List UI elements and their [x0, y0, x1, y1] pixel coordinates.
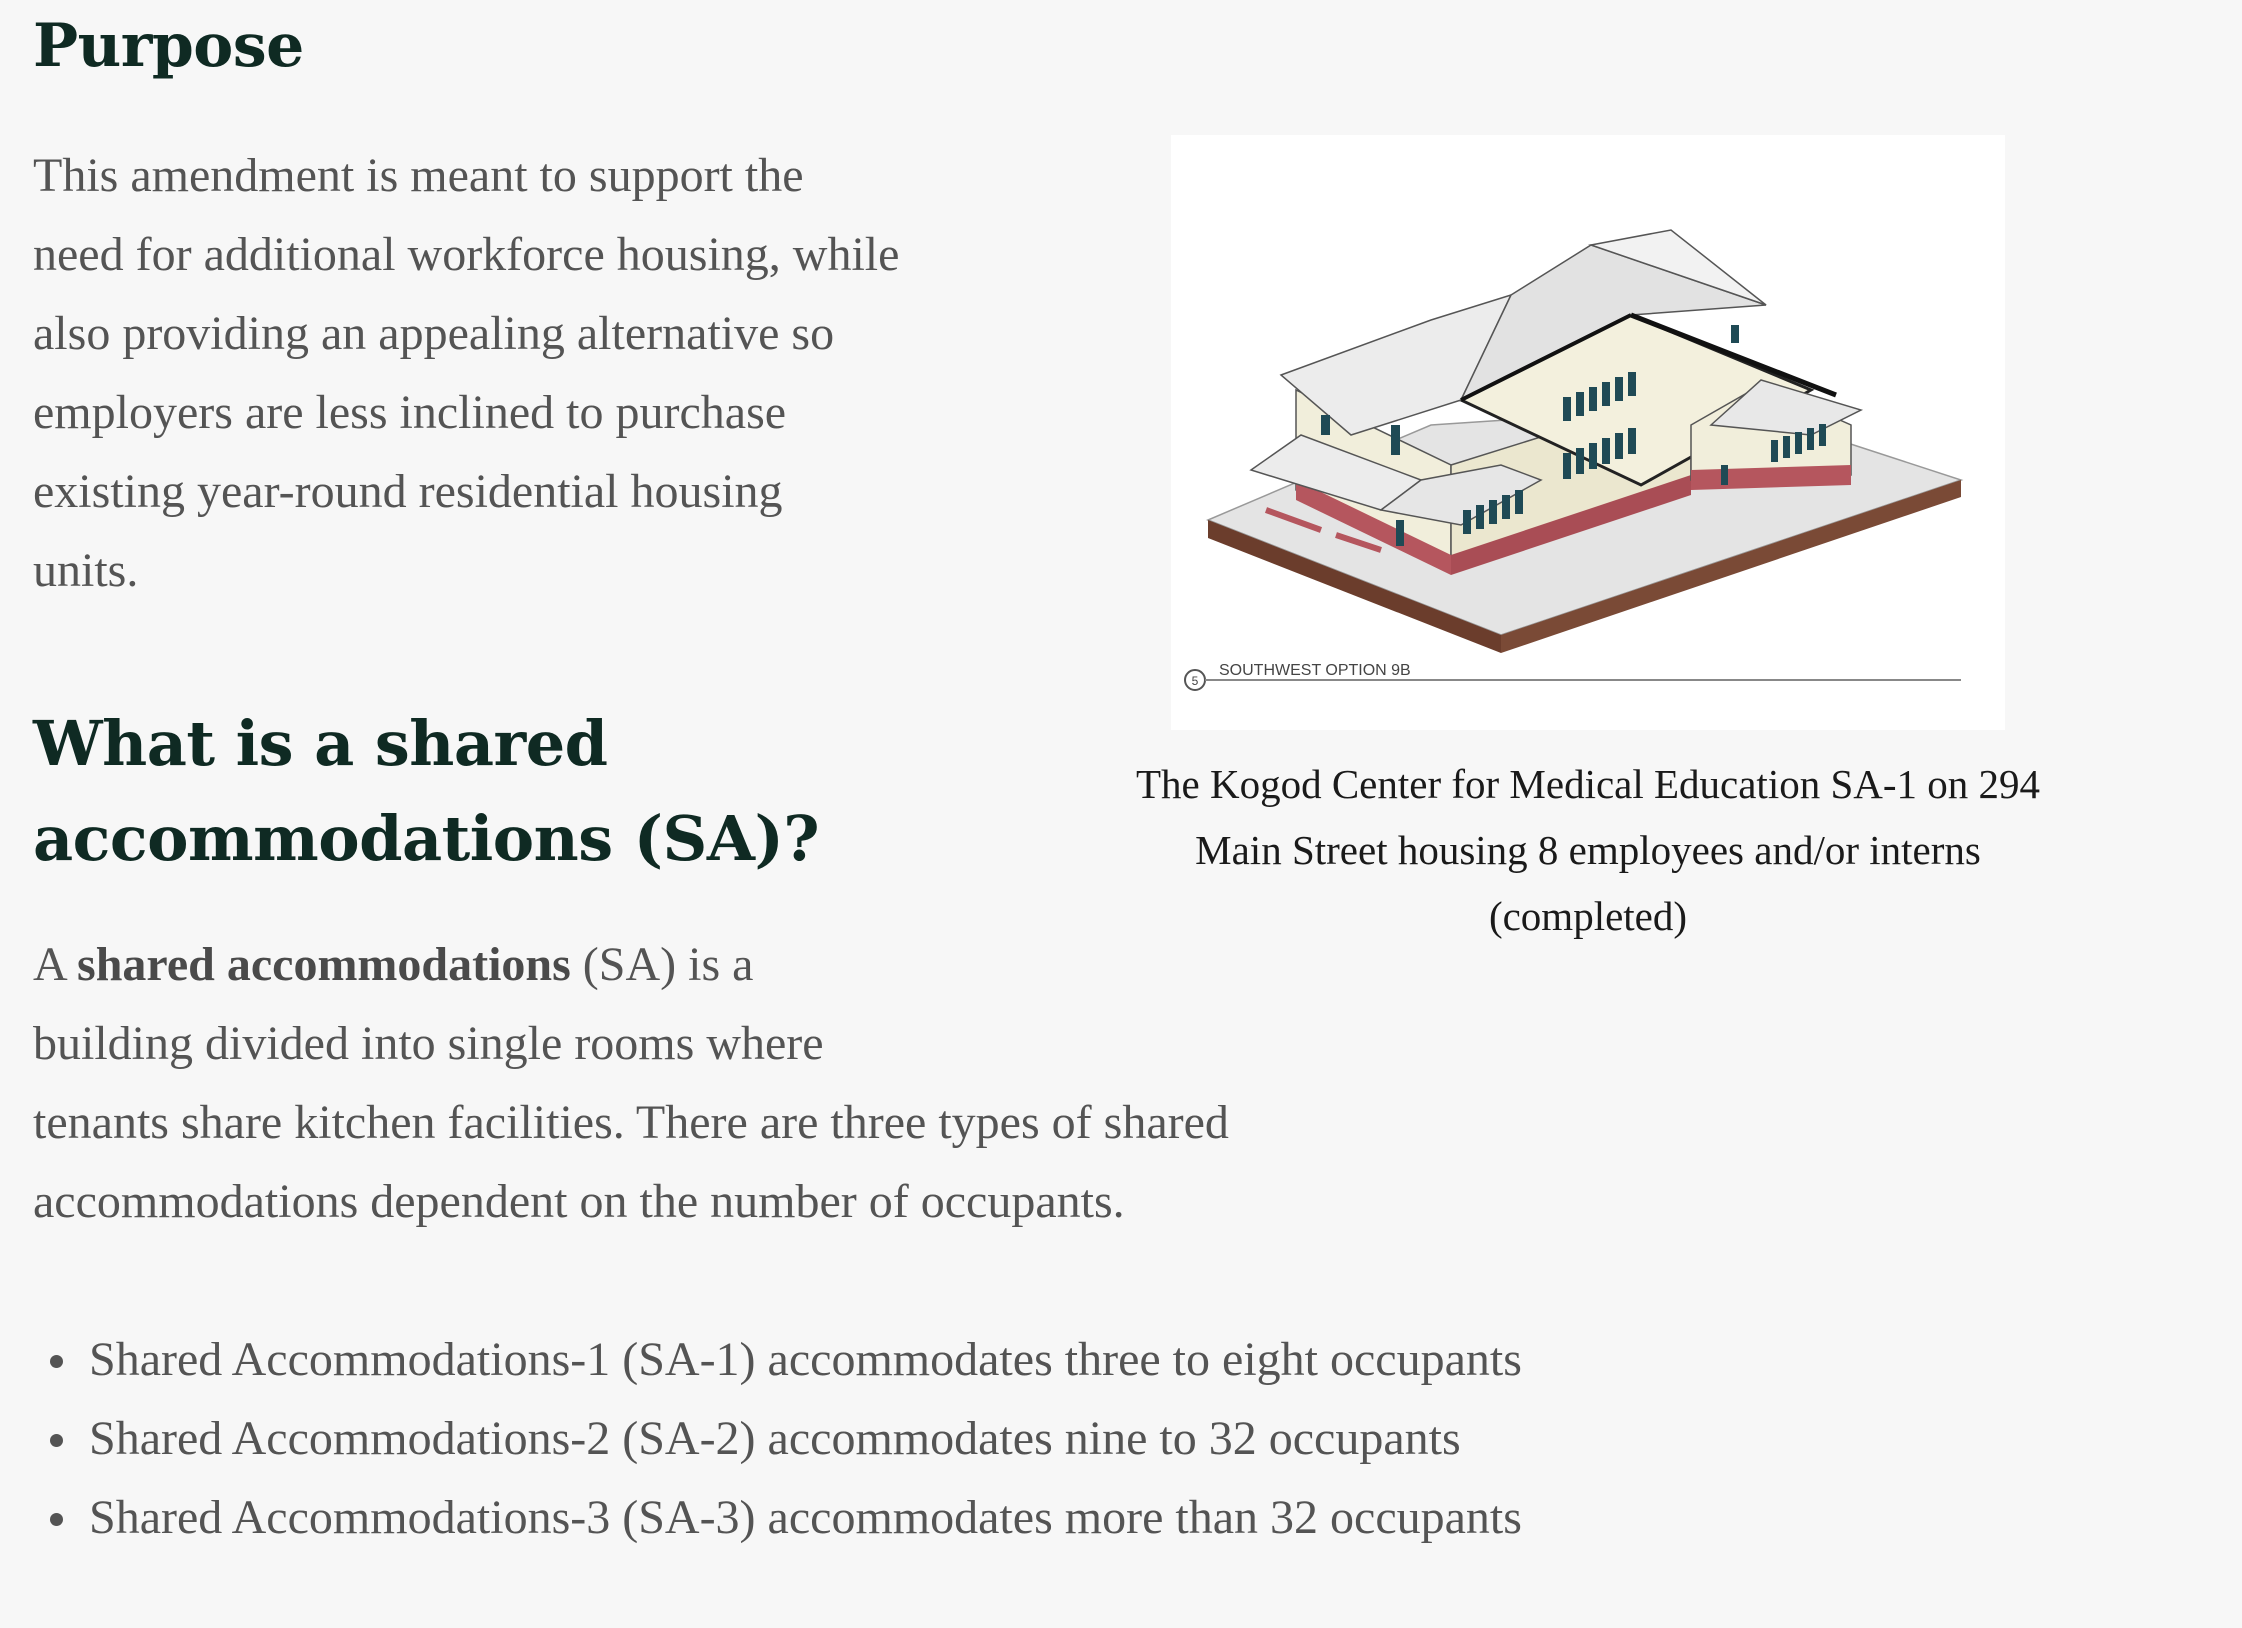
- shared-accommodations-term: shared accommodations: [77, 938, 571, 991]
- intro-line1-rest: (SA) is a: [582, 938, 754, 991]
- bullet-icon: [50, 1355, 63, 1368]
- bullet-icon: [50, 1513, 63, 1526]
- bullet-icon: [50, 1434, 63, 1447]
- building-rendering-image: [1171, 135, 2005, 730]
- purpose-heading: Purpose: [33, 11, 304, 81]
- list-item-text: Shared Accommodations-1 (SA-1) accommodates three to eight occupants: [89, 1333, 1522, 1386]
- list-item: [33, 1399, 1522, 1478]
- purpose-line: employers are less inclined to purchase: [33, 386, 787, 439]
- figure-caption: The Kogod Center for Medical Education SA-1 on 294 Main Street housing 8 employees and/or interns (completed): [1135, 761, 2041, 939]
- intro-line: accommodations dependent on the number of occupants.: [33, 1175, 1125, 1228]
- purpose-paragraph: [33, 136, 1033, 610]
- list-item: [33, 1320, 1522, 1399]
- shared-accommodations-paragraph: [33, 925, 1443, 1241]
- drawing-title-label: SOUTHWEST OPTION 9B: [1219, 662, 1411, 679]
- purpose-line: units.: [33, 544, 139, 597]
- view-number-label: 5: [1191, 674, 1199, 688]
- purpose-line: need for additional workforce housing, while: [33, 228, 900, 281]
- intro-line: [33, 925, 1443, 1004]
- intro-prefix: A: [33, 938, 66, 991]
- list-item-text: Shared Accommodations-2 (SA-2) accommodates nine to 32 occupants: [89, 1412, 1461, 1465]
- purpose-line: existing year-round residential housing: [33, 465, 783, 518]
- intro-line: tenants share kitchen facilities. There are three types of shared: [33, 1096, 1229, 1149]
- shared-accommodations-heading: What is a shared accommodations (SA)?: [33, 707, 820, 875]
- sa-types-list: [33, 1320, 1522, 1557]
- list-item-text: Shared Accommodations-3 (SA-3) accommodates more than 32 occupants: [89, 1491, 1522, 1544]
- list-item: [33, 1478, 1522, 1557]
- intro-line: building divided into single rooms where: [33, 1017, 824, 1070]
- purpose-line: This amendment is meant to support the: [33, 149, 804, 202]
- purpose-line: also providing an appealing alternative so: [33, 307, 835, 360]
